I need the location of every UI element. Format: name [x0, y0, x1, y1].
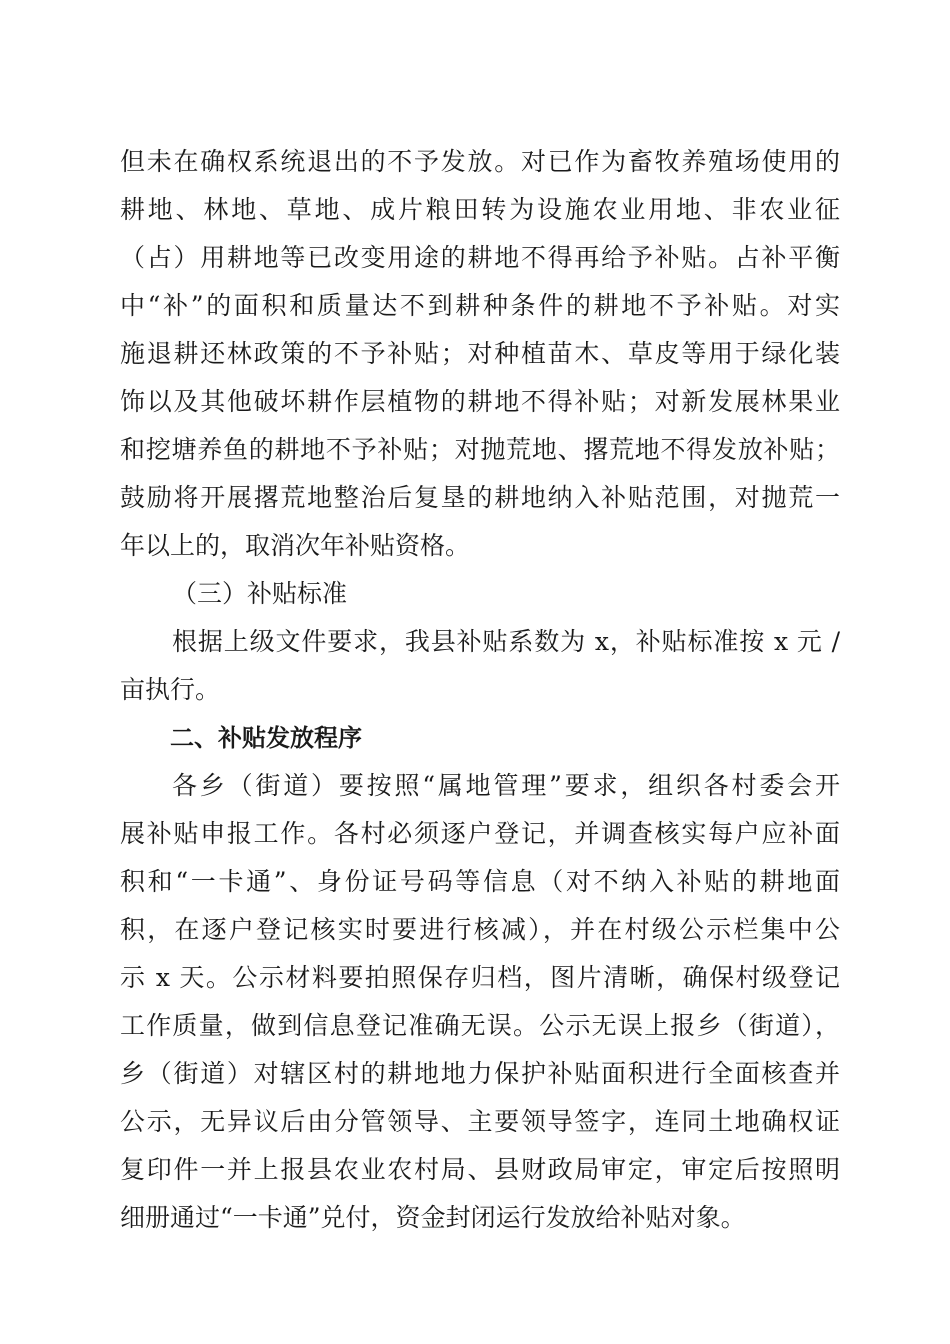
- paragraph-line: 和挖塘养鱼的耕地不予补贴；对抛荒地、撂荒地不得发放补贴；: [120, 435, 840, 464]
- paragraph-line: 根据上级文件要求，我县补贴系数为 x，补贴标准按 x 元 /: [172, 627, 840, 656]
- paragraph-line: 复印件一并上报县农业农村局、县财政局审定，审定后按照明: [120, 1155, 840, 1184]
- paragraph-line: 施退耕还林政策的不予补贴；对种植苗木、草皮等用于绿化装: [120, 339, 840, 368]
- paragraph-line: （占）用耕地等已改变用途的耕地不得再给予补贴。占补平衡: [120, 243, 840, 272]
- paragraph-line: 各乡（街道）要按照“属地管理”要求，组织各村委会开: [172, 771, 840, 800]
- paragraph-line: 工作质量，做到信息登记准确无误。公示无误上报乡（街道），: [120, 1011, 840, 1040]
- paragraph-line: 年以上的，取消次年补贴资格。: [120, 531, 471, 560]
- paragraph-line: 中“补”的面积和质量达不到耕种条件的耕地不予补贴。对实: [120, 291, 840, 320]
- paragraph-line: 积和“一卡通”、身份证号码等信息（对不纳入补贴的耕地面: [120, 867, 840, 896]
- paragraph-line: 饰以及其他破坏耕作层植物的耕地不得补贴；对新发展林果业: [120, 387, 840, 416]
- paragraph-line: 积，在逐户登记核实时要进行核减），并在村级公示栏集中公: [120, 915, 840, 944]
- paragraph-line: 展补贴申报工作。各村必须逐户登记，并调查核实每户应补面: [120, 819, 840, 848]
- section-heading: 二、补贴发放程序: [170, 724, 362, 752]
- section-subheading: （三）补贴标准: [172, 579, 348, 608]
- paragraph-line: 亩执行。: [120, 675, 221, 704]
- paragraph-line: 耕地、林地、草地、成片粮田转为设施农业用地、非农业征: [120, 195, 840, 224]
- paragraph-line: 乡（街道）对辖区村的耕地地力保护补贴面积进行全面核查并: [120, 1059, 840, 1088]
- paragraph-line: 公示，无异议后由分管领导、主要领导签字，连同土地确权证: [120, 1107, 840, 1136]
- paragraph-line: 但未在确权系统退出的不予发放。对已作为畜牧养殖场使用的: [120, 147, 840, 176]
- paragraph-line: 细册通过“一卡通”兑付，资金封闭运行发放给补贴对象。: [120, 1203, 746, 1232]
- paragraph-line: 鼓励将开展撂荒地整治后复垦的耕地纳入补贴范围，对抛荒一: [120, 483, 840, 512]
- paragraph-line: 示 x 天。公示材料要拍照保存归档，图片清晰，确保村级登记: [120, 963, 840, 992]
